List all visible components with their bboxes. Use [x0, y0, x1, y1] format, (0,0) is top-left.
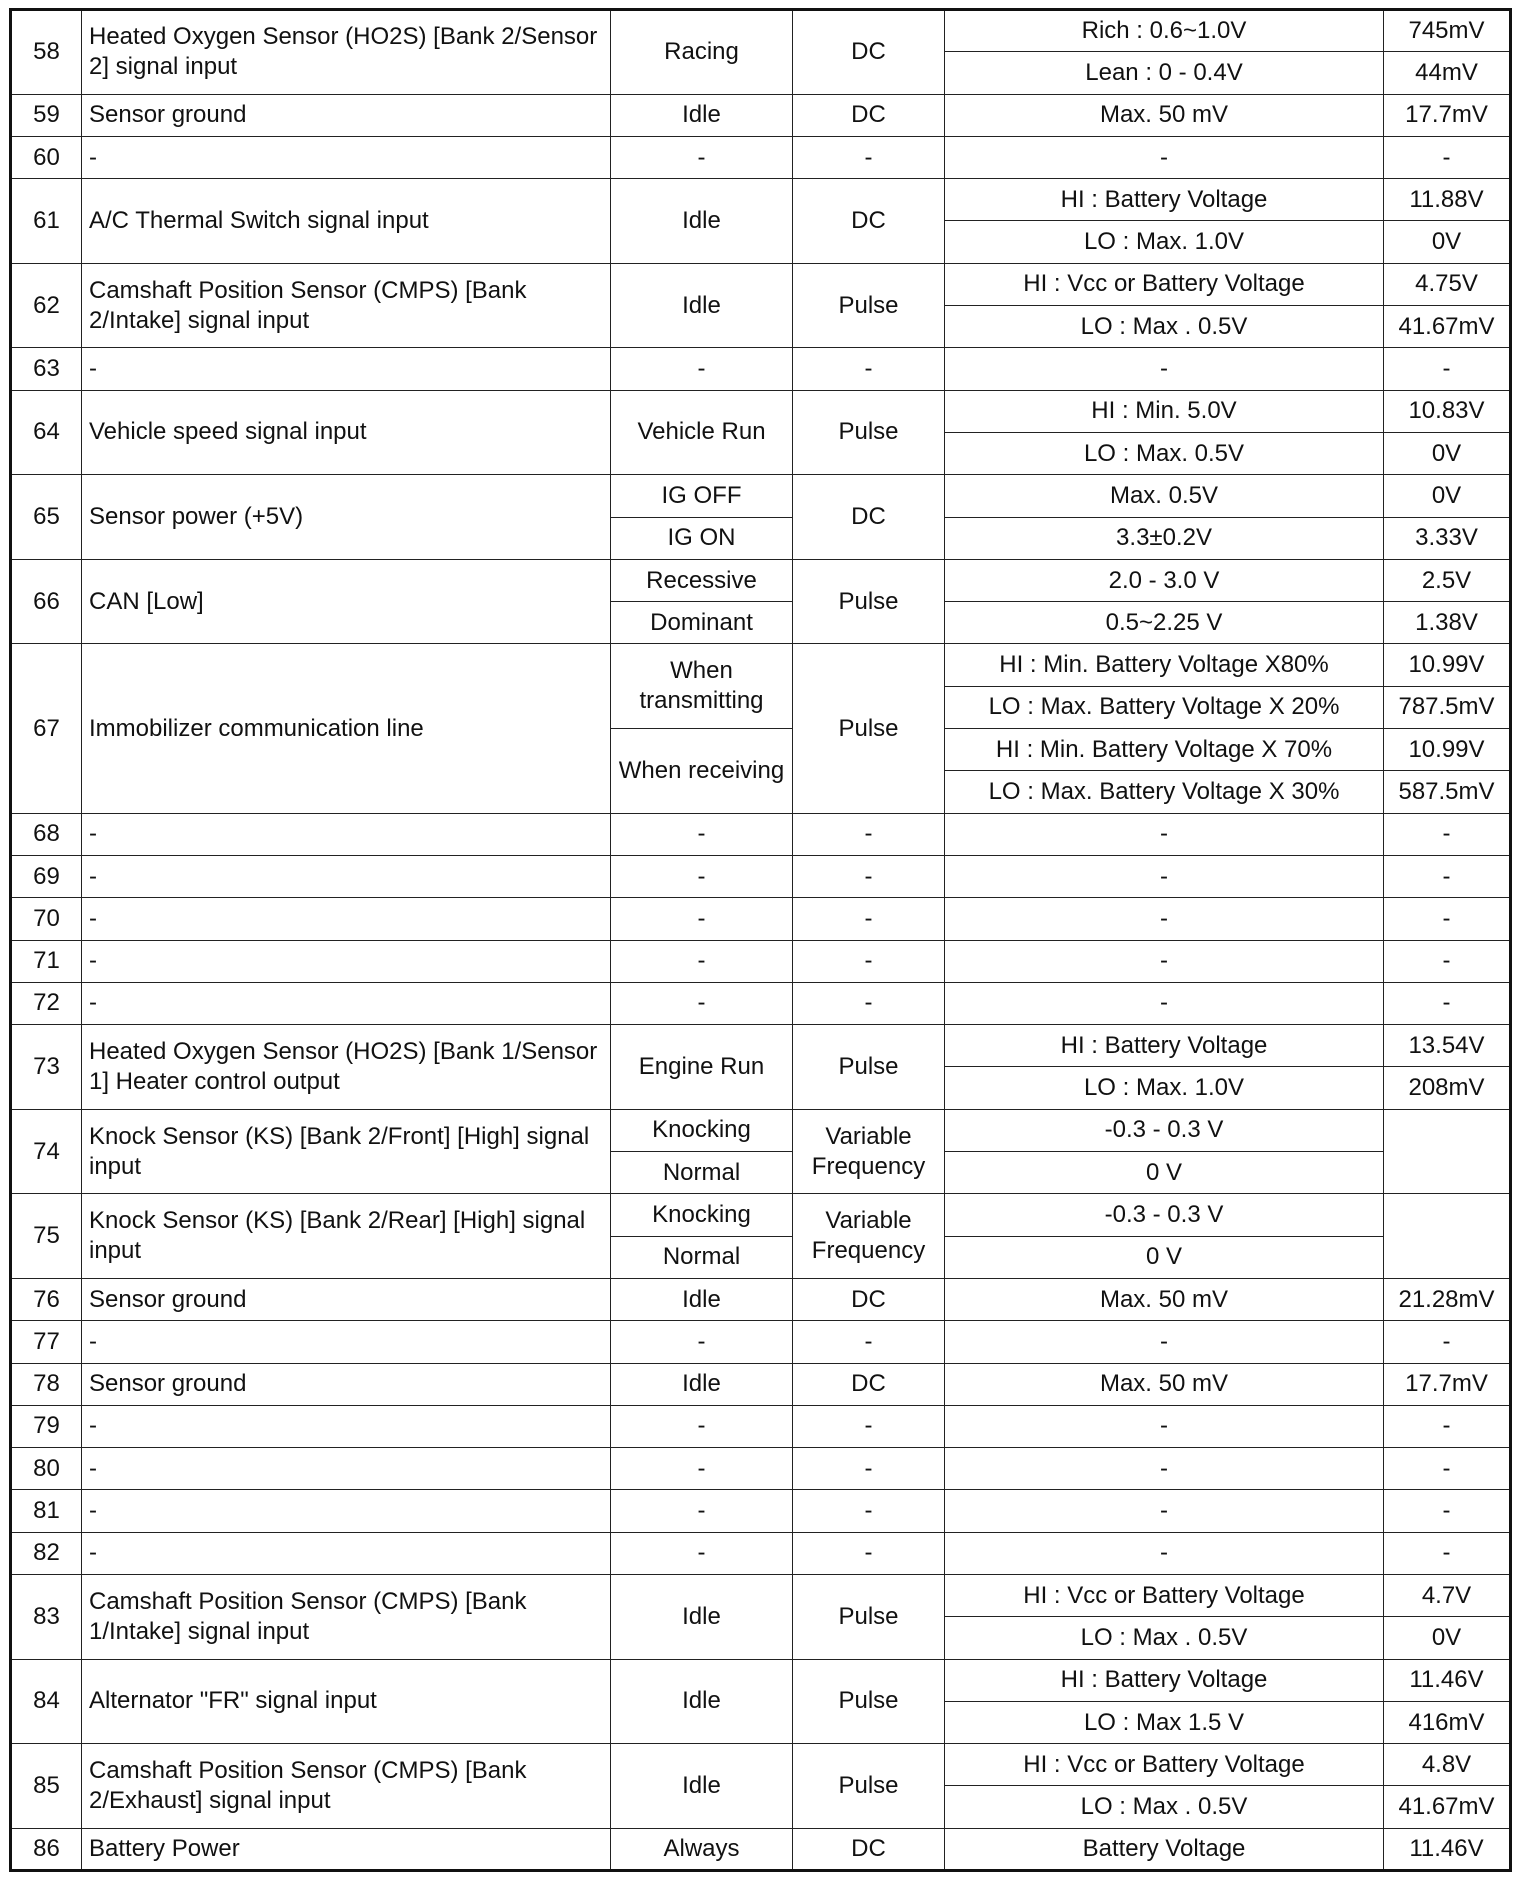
- pin-number: 58: [11, 10, 82, 95]
- measured-value-cell: 17.7mV: [1384, 94, 1511, 136]
- measured-value-cell: 0V: [1384, 1617, 1511, 1659]
- measured-value-cell: 44mV: [1384, 52, 1511, 94]
- spec-cell: 0 V: [945, 1152, 1384, 1194]
- pin-number: 70: [11, 898, 82, 940]
- signal-type-cell: -: [793, 982, 945, 1024]
- measured-value-cell: -: [1384, 1490, 1511, 1532]
- pin-description: Battery Power: [82, 1828, 611, 1870]
- spec-cell: LO : Max. 1.0V: [945, 221, 1384, 263]
- table-row: [11, 940, 1511, 982]
- spec-cell: -: [945, 940, 1384, 982]
- condition-cell: Recessive: [611, 559, 793, 601]
- spec-cell: -: [945, 136, 1384, 178]
- signal-type-cell: DC: [793, 1363, 945, 1405]
- table-row: [11, 1574, 1511, 1616]
- measured-value-cell: 4.7V: [1384, 1574, 1511, 1616]
- condition-cell: -: [611, 855, 793, 897]
- spec-cell: HI : Battery Voltage: [945, 1659, 1384, 1701]
- spec-cell: Max. 0.5V: [945, 475, 1384, 517]
- table-row: [11, 898, 1511, 940]
- pin-number: 74: [11, 1109, 82, 1194]
- spec-cell: LO : Max. Battery Voltage X 20%: [945, 686, 1384, 728]
- spec-cell: HI : Min. Battery Voltage X 70%: [945, 729, 1384, 771]
- pin-number: 71: [11, 940, 82, 982]
- spec-cell: Lean : 0 - 0.4V: [945, 52, 1384, 94]
- spec-cell: LO : Max. 0.5V: [945, 432, 1384, 474]
- measured-value-cell: 10.99V: [1384, 729, 1511, 771]
- spec-cell: -: [945, 855, 1384, 897]
- condition-cell: -: [611, 898, 793, 940]
- pin-number: 85: [11, 1744, 82, 1829]
- spec-cell: Max. 50 mV: [945, 1363, 1384, 1405]
- condition-cell: Idle: [611, 1363, 793, 1405]
- pin-description: Camshaft Position Sensor (CMPS) [Bank 2/Intake] signal input: [82, 263, 611, 348]
- pin-description: -: [82, 1490, 611, 1532]
- pin-description: -: [82, 1321, 611, 1363]
- spec-cell: -: [945, 348, 1384, 390]
- table-row: [11, 1405, 1511, 1447]
- pin-number: 82: [11, 1532, 82, 1574]
- condition-cell: Idle: [611, 179, 793, 264]
- measured-value-cell: 0V: [1384, 475, 1511, 517]
- measured-value-cell: -: [1384, 982, 1511, 1024]
- pin-description: A/C Thermal Switch signal input: [82, 179, 611, 264]
- measured-value-cell: 0V: [1384, 432, 1511, 474]
- measured-value-cell: -: [1384, 898, 1511, 940]
- condition-cell: -: [611, 1321, 793, 1363]
- pin-number: 61: [11, 179, 82, 264]
- signal-type-cell: DC: [793, 10, 945, 95]
- signal-type-cell: -: [793, 813, 945, 855]
- pin-description: -: [82, 348, 611, 390]
- measured-value-cell: 1.38V: [1384, 602, 1511, 644]
- signal-type-cell: Pulse: [793, 644, 945, 813]
- pin-number: 66: [11, 559, 82, 644]
- condition-cell: Knocking: [611, 1194, 793, 1236]
- pin-description: Heated Oxygen Sensor (HO2S) [Bank 2/Sensor 2] signal input: [82, 10, 611, 95]
- condition-cell: Racing: [611, 10, 793, 95]
- table-row: [11, 390, 1511, 432]
- signal-type-cell: Variable Frequency: [793, 1109, 945, 1194]
- pin-description: Immobilizer communication line: [82, 644, 611, 813]
- pin-description: CAN [Low]: [82, 559, 611, 644]
- signal-type-cell: -: [793, 1490, 945, 1532]
- signal-type-cell: Pulse: [793, 559, 945, 644]
- spec-cell: Battery Voltage: [945, 1828, 1384, 1870]
- pin-number: 68: [11, 813, 82, 855]
- spec-cell: 0 V: [945, 1236, 1384, 1278]
- measured-value-cell: 3.33V: [1384, 517, 1511, 559]
- spec-cell: LO : Max . 0.5V: [945, 1617, 1384, 1659]
- measured-value-cell: 4.75V: [1384, 263, 1511, 305]
- pin-number: 62: [11, 263, 82, 348]
- signal-type-cell: Pulse: [793, 1025, 945, 1110]
- table-row: [11, 1448, 1511, 1490]
- measured-value-cell: 11.46V: [1384, 1828, 1511, 1870]
- spec-cell: LO : Max. 1.0V: [945, 1067, 1384, 1109]
- signal-type-cell: Pulse: [793, 1574, 945, 1659]
- signal-type-cell: DC: [793, 1278, 945, 1320]
- signal-type-cell: -: [793, 136, 945, 178]
- signal-type-cell: -: [793, 898, 945, 940]
- pin-number: 73: [11, 1025, 82, 1110]
- signal-type-cell: DC: [793, 1828, 945, 1870]
- pin-number: 72: [11, 982, 82, 1024]
- spec-cell: HI : Battery Voltage: [945, 1025, 1384, 1067]
- condition-cell: Idle: [611, 1278, 793, 1320]
- measured-value-cell: 2.5V: [1384, 559, 1511, 601]
- spec-cell: -0.3 - 0.3 V: [945, 1194, 1384, 1236]
- condition-cell: -: [611, 1532, 793, 1574]
- pin-number: 80: [11, 1448, 82, 1490]
- measured-value-cell: 41.67mV: [1384, 1786, 1511, 1828]
- measured-value-cell: -: [1384, 1321, 1511, 1363]
- pin-description: -: [82, 940, 611, 982]
- pin-description: -: [82, 1532, 611, 1574]
- measured-value-cell: 11.88V: [1384, 179, 1511, 221]
- measured-value-cell: 10.99V: [1384, 644, 1511, 686]
- condition-cell: Knocking: [611, 1109, 793, 1151]
- table-row: [11, 559, 1511, 601]
- pin-number: 83: [11, 1574, 82, 1659]
- signal-type-cell: -: [793, 1532, 945, 1574]
- pin-description: Knock Sensor (KS) [Bank 2/Rear] [High] signal input: [82, 1194, 611, 1279]
- condition-cell: Normal: [611, 1152, 793, 1194]
- pin-number: 86: [11, 1828, 82, 1870]
- signal-type-cell: DC: [793, 179, 945, 264]
- spec-cell: Max. 50 mV: [945, 1278, 1384, 1320]
- condition-cell: -: [611, 813, 793, 855]
- measured-value-cell: -: [1384, 348, 1511, 390]
- measured-value-cell: 4.8V: [1384, 1744, 1511, 1786]
- condition-cell: Normal: [611, 1236, 793, 1278]
- condition-cell: Idle: [611, 1574, 793, 1659]
- pin-description: -: [82, 898, 611, 940]
- spec-cell: -: [945, 813, 1384, 855]
- table-row: [11, 1659, 1511, 1701]
- measured-value-cell: 10.83V: [1384, 390, 1511, 432]
- measured-value-cell: 21.28mV: [1384, 1278, 1511, 1320]
- table-row: [11, 1278, 1511, 1320]
- pin-number: 69: [11, 855, 82, 897]
- signal-type-cell: Pulse: [793, 1659, 945, 1744]
- spec-cell: 2.0 - 3.0 V: [945, 559, 1384, 601]
- measured-value-cell: -: [1384, 1405, 1511, 1447]
- pin-description: -: [82, 855, 611, 897]
- pin-number: 78: [11, 1363, 82, 1405]
- pin-description: Sensor power (+5V): [82, 475, 611, 560]
- condition-cell: Idle: [611, 94, 793, 136]
- signal-type-cell: Pulse: [793, 1744, 945, 1829]
- table-row: [11, 1109, 1511, 1151]
- pin-number: 76: [11, 1278, 82, 1320]
- spec-cell: Max. 50 mV: [945, 94, 1384, 136]
- condition-cell: -: [611, 1405, 793, 1447]
- measured-value-cell: -: [1384, 136, 1511, 178]
- pin-number: 60: [11, 136, 82, 178]
- condition-cell: -: [611, 348, 793, 390]
- table-row: [11, 263, 1511, 305]
- measured-value-cell: 587.5mV: [1384, 771, 1511, 813]
- signal-type-cell: -: [793, 1321, 945, 1363]
- condition-cell: IG ON: [611, 517, 793, 559]
- table-row: [11, 136, 1511, 178]
- table-row: [11, 1828, 1511, 1870]
- table-row: [11, 1025, 1511, 1067]
- table-row: [11, 1363, 1511, 1405]
- table-row: [11, 1532, 1511, 1574]
- pin-description: Vehicle speed signal input: [82, 390, 611, 475]
- pin-description: -: [82, 1448, 611, 1490]
- condition-cell: -: [611, 1448, 793, 1490]
- spec-cell: LO : Max 1.5 V: [945, 1701, 1384, 1743]
- table-row: [11, 1194, 1511, 1236]
- measured-value-cell: 416mV: [1384, 1701, 1511, 1743]
- table-row: [11, 813, 1511, 855]
- condition-cell: -: [611, 1490, 793, 1532]
- condition-cell: Idle: [611, 1659, 793, 1744]
- signal-type-cell: Pulse: [793, 263, 945, 348]
- pin-number: 65: [11, 475, 82, 560]
- condition-cell: IG OFF: [611, 475, 793, 517]
- table-row: [11, 855, 1511, 897]
- measured-value-cell: -: [1384, 1448, 1511, 1490]
- measured-value-cell: -: [1384, 855, 1511, 897]
- spec-cell: LO : Max. Battery Voltage X 30%: [945, 771, 1384, 813]
- signal-type-cell: -: [793, 1405, 945, 1447]
- signal-type-cell: DC: [793, 475, 945, 560]
- measured-value-cell: -: [1384, 1532, 1511, 1574]
- pin-description: Sensor ground: [82, 1278, 611, 1320]
- signal-type-cell: DC: [793, 94, 945, 136]
- pin-number: 84: [11, 1659, 82, 1744]
- measured-value-cell: 0V: [1384, 221, 1511, 263]
- condition-cell: Always: [611, 1828, 793, 1870]
- spec-cell: Rich : 0.6~1.0V: [945, 10, 1384, 52]
- spec-cell: LO : Max . 0.5V: [945, 1786, 1384, 1828]
- spec-cell: HI : Vcc or Battery Voltage: [945, 1744, 1384, 1786]
- pin-number: 63: [11, 348, 82, 390]
- measured-value-cell: 13.54V: [1384, 1025, 1511, 1067]
- signal-type-cell: -: [793, 855, 945, 897]
- measured-value-cell: 41.67mV: [1384, 306, 1511, 348]
- signal-type-cell: -: [793, 1448, 945, 1490]
- signal-type-cell: Variable Frequency: [793, 1194, 945, 1279]
- spec-cell: HI : Min. 5.0V: [945, 390, 1384, 432]
- spec-cell: -0.3 - 0.3 V: [945, 1109, 1384, 1151]
- spec-cell: -: [945, 1532, 1384, 1574]
- pin-number: 64: [11, 390, 82, 475]
- pin-description: -: [82, 813, 611, 855]
- spec-cell: HI : Vcc or Battery Voltage: [945, 1574, 1384, 1616]
- spec-cell: -: [945, 1448, 1384, 1490]
- pin-description: Knock Sensor (KS) [Bank 2/Front] [High] signal input: [82, 1109, 611, 1194]
- condition-cell: Vehicle Run: [611, 390, 793, 475]
- table-row: [11, 475, 1511, 517]
- spec-cell: 0.5~2.25 V: [945, 602, 1384, 644]
- pin-description: -: [82, 1405, 611, 1447]
- condition-cell: Idle: [611, 263, 793, 348]
- spec-cell: -: [945, 898, 1384, 940]
- table-row: [11, 179, 1511, 221]
- spec-cell: -: [945, 1321, 1384, 1363]
- spec-cell: LO : Max . 0.5V: [945, 306, 1384, 348]
- measured-value-cell: -: [1384, 813, 1511, 855]
- condition-cell: When transmitting: [611, 644, 793, 729]
- measured-value-cell: 208mV: [1384, 1067, 1511, 1109]
- condition-cell: -: [611, 982, 793, 1024]
- pin-description: Sensor ground: [82, 1363, 611, 1405]
- condition-cell: Engine Run: [611, 1025, 793, 1110]
- table-row: [11, 10, 1511, 52]
- pin-number: 59: [11, 94, 82, 136]
- signal-type-cell: -: [793, 940, 945, 982]
- pin-number: 67: [11, 644, 82, 813]
- measured-value-cell: 11.46V: [1384, 1659, 1511, 1701]
- pin-table-body: [11, 10, 1511, 1871]
- pin-description: -: [82, 982, 611, 1024]
- spec-cell: -: [945, 1490, 1384, 1532]
- pin-description: Camshaft Position Sensor (CMPS) [Bank 1/Intake] signal input: [82, 1574, 611, 1659]
- table-row: [11, 644, 1511, 686]
- condition-cell: When receiving: [611, 729, 793, 814]
- measured-value-cell: 745mV: [1384, 10, 1511, 52]
- pin-number: 75: [11, 1194, 82, 1279]
- spec-cell: -: [945, 1405, 1384, 1447]
- pin-number: 81: [11, 1490, 82, 1532]
- condition-cell: Idle: [611, 1744, 793, 1829]
- table-row: [11, 348, 1511, 390]
- pin-description: Heated Oxygen Sensor (HO2S) [Bank 1/Sensor 1] Heater control output: [82, 1025, 611, 1110]
- measured-value-cell: -: [1384, 940, 1511, 982]
- table-row: [11, 982, 1511, 1024]
- spec-cell: HI : Vcc or Battery Voltage: [945, 263, 1384, 305]
- measured-value-cell: [1384, 1109, 1511, 1194]
- condition-cell: -: [611, 940, 793, 982]
- condition-cell: -: [611, 136, 793, 178]
- pin-number: 77: [11, 1321, 82, 1363]
- spec-cell: HI : Min. Battery Voltage X80%: [945, 644, 1384, 686]
- pin-spec-table: [9, 8, 1512, 1872]
- measured-value-cell: 787.5mV: [1384, 686, 1511, 728]
- table-row: [11, 94, 1511, 136]
- spec-cell: -: [945, 982, 1384, 1024]
- measured-value-cell: 17.7mV: [1384, 1363, 1511, 1405]
- table-row: [11, 1321, 1511, 1363]
- condition-cell: Dominant: [611, 602, 793, 644]
- signal-type-cell: Pulse: [793, 390, 945, 475]
- signal-type-cell: -: [793, 348, 945, 390]
- pin-description: Alternator "FR" signal input: [82, 1659, 611, 1744]
- pin-description: Camshaft Position Sensor (CMPS) [Bank 2/Exhaust] signal input: [82, 1744, 611, 1829]
- pin-description: -: [82, 136, 611, 178]
- table-row: [11, 1744, 1511, 1786]
- spec-cell: HI : Battery Voltage: [945, 179, 1384, 221]
- table-row: [11, 1490, 1511, 1532]
- pin-number: 79: [11, 1405, 82, 1447]
- pin-description: Sensor ground: [82, 94, 611, 136]
- spec-cell: 3.3±0.2V: [945, 517, 1384, 559]
- measured-value-cell: [1384, 1194, 1511, 1279]
